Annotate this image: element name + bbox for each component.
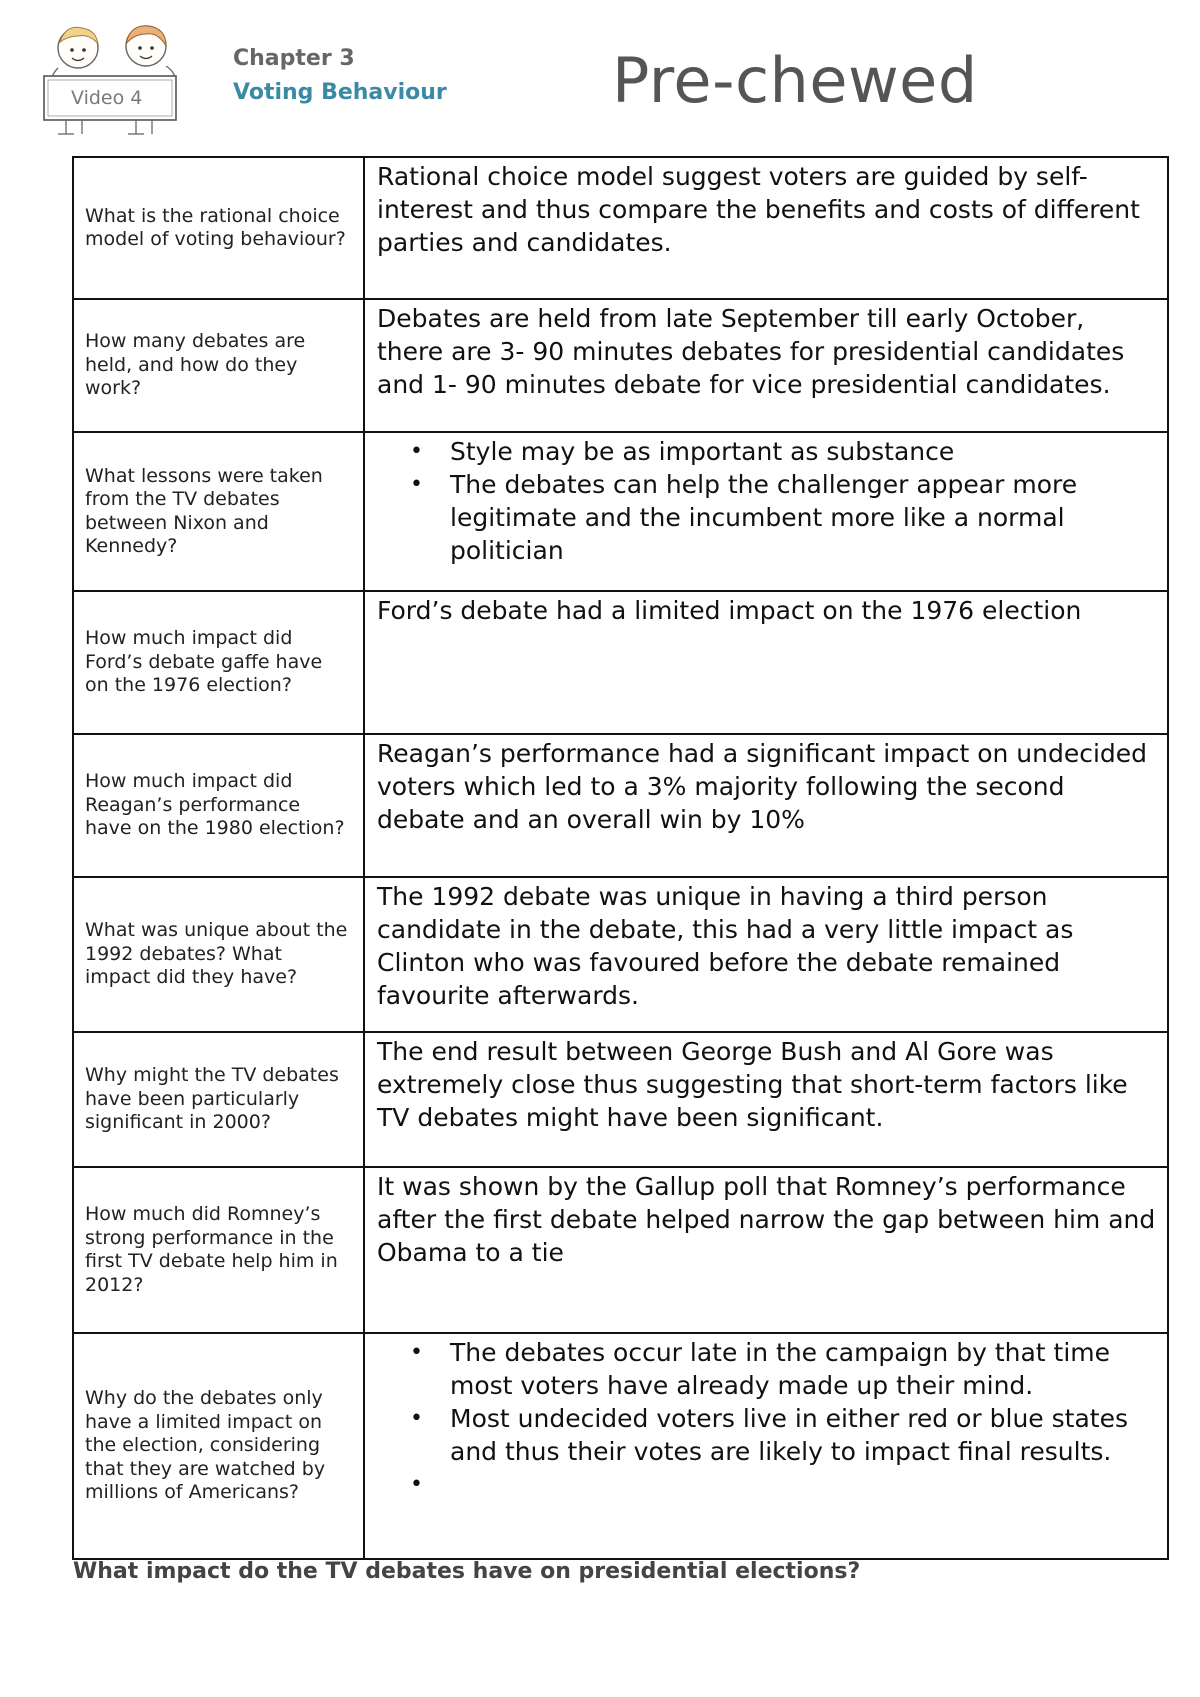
question-cell: What is the rational choice model of voting behaviour? (73, 157, 364, 299)
answer-cell: Rational choice model suggest voters are guided by self-interest and thus compare the benefits and costs of different parties and candidates. (364, 157, 1168, 299)
answer-cell: Debates are held from late September till early October, there are 3- 90 minutes debates for presidential candidates and 1- 90 minutes debate for vice presidential candidates. (364, 299, 1168, 432)
answer-cell (364, 1333, 1168, 1559)
logo-video-label: Video 4 (71, 87, 143, 109)
question-cell: How much impact did Reagan’s performance have on the 1980 election? (73, 734, 364, 877)
table-row (73, 877, 1168, 1032)
question-cell: How much impact did Ford’s debate gaffe have on the 1976 election? (73, 591, 364, 734)
table-row (73, 1333, 1168, 1559)
question-cell: How many debates are held, and how do they work? (73, 299, 364, 432)
table-row (73, 734, 1168, 877)
list-item: • The debates can help the challenger appear more legitimate and the incumbent more like a normal politician (450, 468, 1157, 567)
qa-table (72, 156, 1169, 1560)
chapter-subtitle: Voting Behaviour (233, 80, 447, 105)
table-row (73, 591, 1168, 734)
list-item-empty (450, 1468, 1157, 1501)
question-cell: Why do the debates only have a limited impact on the election, considering that they are watched by millions of Americans? (73, 1333, 364, 1559)
table-row (73, 432, 1168, 591)
answer-cell (364, 432, 1168, 591)
table-row (73, 157, 1168, 299)
answer-cell: The end result between George Bush and Al Gore was extremely close thus suggesting that short-term factors like TV debates might have been significant. (364, 1032, 1168, 1167)
answer-cell: Reagan’s performance had a significant impact on undecided voters which led to a 3% majority following the second debate and an overall win by 10% (364, 734, 1168, 877)
footer-question: What impact do the TV debates have on presidential elections? (73, 1559, 861, 1584)
cartoon-kids-sign-icon (38, 18, 198, 140)
chapter-heading: Chapter 3 (233, 46, 355, 71)
list-item: • The debates occur late in the campaign by that time most voters have already made up their mind. (450, 1336, 1157, 1402)
question-cell: Why might the TV debates have been particularly significant in 2000? (73, 1032, 364, 1167)
list-item: • Most undecided voters live in either red or blue states and thus their votes are likely to impact final results. (450, 1402, 1157, 1468)
table-row (73, 299, 1168, 432)
answer-cell: The 1992 debate was unique in having a third person candidate in the debate, this had a very little impact as Clinton who was favoured before the debate remained favourite afterwards. (364, 877, 1168, 1032)
table-row (73, 1167, 1168, 1333)
answer-bullet-list (377, 435, 1157, 567)
answer-cell: It was shown by the Gallup poll that Romney’s performance after the first debate helped narrow the gap between him and Obama to a tie (364, 1167, 1168, 1333)
list-item: • Style may be as important as substance (450, 435, 1157, 468)
table-row (73, 1032, 1168, 1167)
question-cell: What lessons were taken from the TV debates between Nixon and Kennedy? (73, 432, 364, 591)
question-cell: What was unique about the 1992 debates? What impact did they have? (73, 877, 364, 1032)
brand-title: Pre-chewed (612, 44, 978, 117)
cartoon-kids-sign-graphic (38, 18, 198, 140)
question-cell: How much did Romney’s strong performance in the first TV debate help him in 2012? (73, 1167, 364, 1333)
answer-bullet-list (377, 1336, 1157, 1501)
answer-cell: Ford’s debate had a limited impact on the 1976 election (364, 591, 1168, 734)
page-header (0, 0, 1200, 150)
